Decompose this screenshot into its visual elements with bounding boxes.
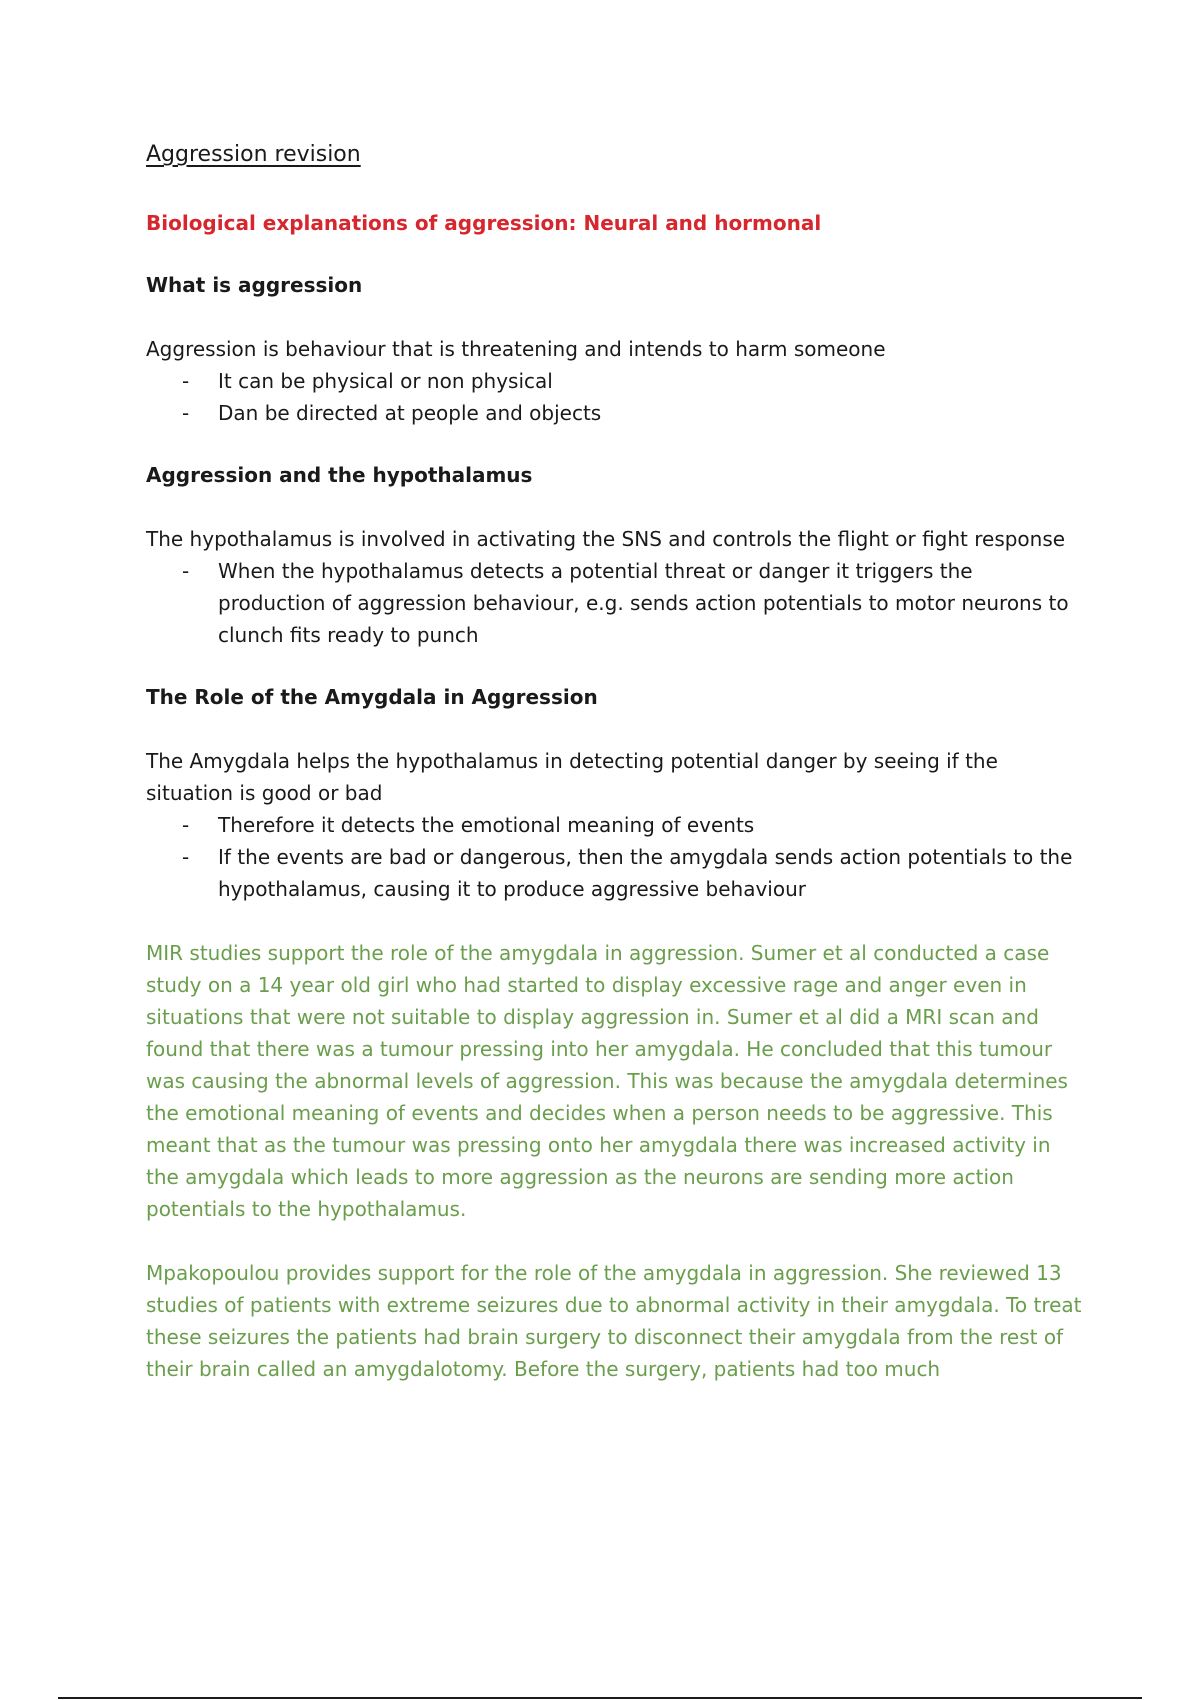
topic-subtitle: Biological explanations of aggression: Neural and hormonal (146, 210, 822, 235)
definition-bullets (146, 365, 1086, 429)
amygdala-paragraph: The Amygdala helps the hypothalamus in detecting potential danger by seeing if the situation is good or bad (146, 748, 998, 805)
section-heading-what-is-aggression: What is aggression (146, 272, 363, 297)
bullet-item: - Therefore it detects the emotional meaning of events (218, 809, 1086, 841)
section-heading-amygdala: The Role of the Amygdala in Aggression (146, 684, 598, 709)
bullet-item: - Dan be directed at people and objects (218, 397, 1086, 429)
bullet-item: - When the hypothalamus detects a potential threat or danger it triggers the production of aggression behaviour, e.g. sends action potentials to motor neurons to clunch fits ready to punch (218, 555, 1086, 651)
page-bottom-rule (58, 1697, 1142, 1699)
section-heading-hypothalamus: Aggression and the hypothalamus (146, 462, 533, 487)
bullet-item: - It can be physical or non physical (218, 365, 1086, 397)
hypothalamus-bullets (146, 555, 1086, 651)
evaluation-paragraph-mpakopoulou: Mpakopoulou provides support for the role of the amygdala in aggression. She reviewed 13 studies of patients with extreme seizures due to abnormal activity in their amygdala. To treat these seizures the patients had brain surgery to disconnect their amygdala from the rest of their brain called an amygdalotomy. Before the surgery, patients had too much (146, 1260, 1082, 1381)
document-page (146, 140, 1086, 1417)
amygdala-bullets (146, 809, 1086, 905)
bullet-item: - If the events are bad or dangerous, then the amygdala sends action potentials to the hypothalamus, causing it to produce aggressive behaviour (218, 841, 1086, 905)
definition-paragraph: Aggression is behaviour that is threatening and intends to harm someone (146, 336, 886, 361)
hypothalamus-paragraph: The hypothalamus is involved in activating the SNS and controls the flight or fight response (146, 526, 1066, 551)
document-title: Aggression revision (146, 142, 361, 167)
evaluation-paragraph-sumer: MIR studies support the role of the amygdala in aggression. Sumer et al conducted a case study on a 14 year old girl who had started to display excessive rage and anger even in situations that were not suitable to display aggression in. Sumer et al did a MRI scan and found that there was a tumour pressing into her amygdala. He concluded that this tumour was causing the abnormal levels of aggression. This was because the amygdala determines the emotional meaning of events and decides when a person needs to be aggressive. This meant that as the tumour was pressing onto her amygdala there was increased activity in the amygdala which leads to more aggression as the neurons are sending more action potentials to the hypothalamus. (146, 940, 1068, 1221)
